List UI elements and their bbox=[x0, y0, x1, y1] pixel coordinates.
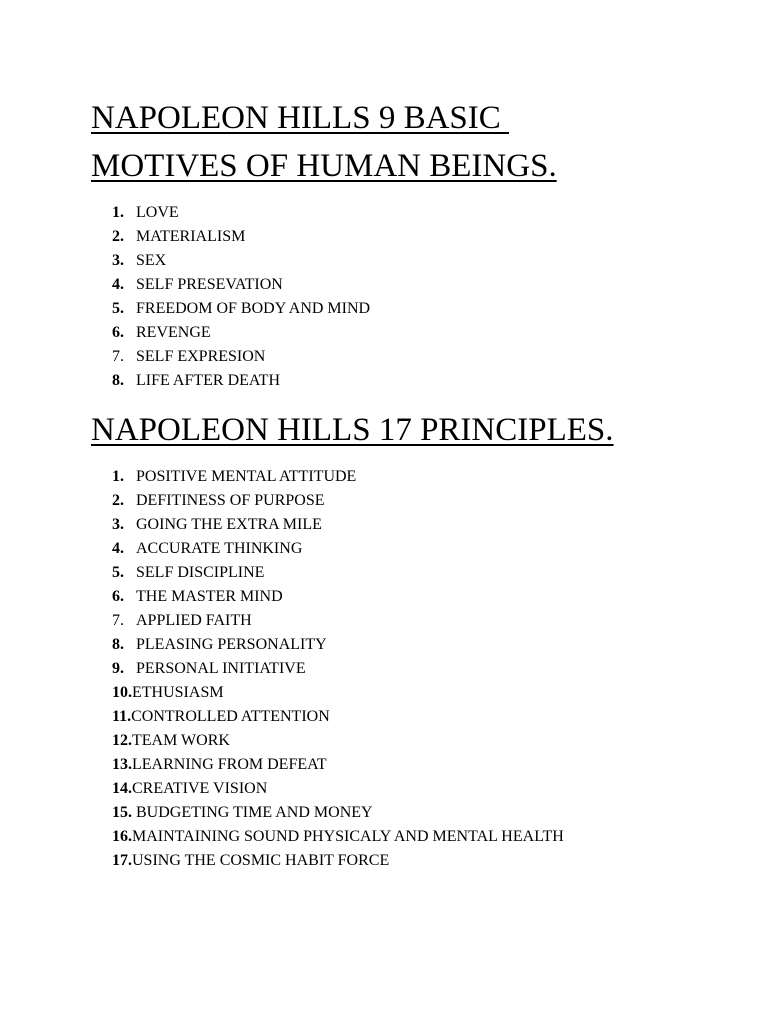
list-item bbox=[112, 801, 564, 825]
item-text: FREEDOM OF BODY AND MIND bbox=[136, 300, 371, 317]
item-number: 9. bbox=[112, 660, 124, 677]
list-item bbox=[112, 753, 564, 777]
list-item bbox=[112, 465, 564, 489]
list-item bbox=[112, 369, 370, 393]
item-number: 8. bbox=[112, 372, 124, 389]
item-number: 7. bbox=[112, 348, 124, 365]
item-number: 4. bbox=[112, 276, 124, 293]
list-item bbox=[112, 345, 370, 369]
list-item bbox=[112, 249, 370, 273]
motives-heading bbox=[91, 94, 557, 190]
item-number: 5. bbox=[112, 564, 124, 581]
item-number: 3. bbox=[112, 516, 124, 533]
list-item bbox=[112, 273, 370, 297]
item-text: SELF EXPRESION bbox=[136, 348, 266, 365]
motives-heading-line1: NAPOLEON HILLS 9 BASIC bbox=[91, 100, 510, 136]
list-item bbox=[112, 657, 564, 681]
item-number: 13. bbox=[112, 756, 132, 773]
item-text: MATERIALISM bbox=[136, 228, 246, 245]
item-text: SEX bbox=[136, 252, 167, 269]
item-number: 6. bbox=[112, 324, 124, 341]
item-text: ACCURATE THINKING bbox=[136, 540, 303, 557]
item-text: POSITIVE MENTAL ATTITUDE bbox=[136, 468, 357, 485]
principles-list bbox=[112, 465, 564, 873]
item-text: SELF PRESEVATION bbox=[136, 276, 283, 293]
item-number: 15. bbox=[112, 804, 132, 821]
item-text: LIFE AFTER DEATH bbox=[136, 372, 280, 389]
list-item bbox=[112, 321, 370, 345]
list-item bbox=[112, 561, 564, 585]
item-text: ETHUSIASM bbox=[132, 684, 224, 701]
item-text: CONTROLLED ATTENTION bbox=[131, 708, 330, 725]
item-number: 14. bbox=[112, 780, 132, 797]
item-number: 8. bbox=[112, 636, 124, 653]
item-text: SELF DISCIPLINE bbox=[136, 564, 265, 581]
item-number: 5. bbox=[112, 300, 124, 317]
item-number: 12. bbox=[112, 732, 132, 749]
list-item bbox=[112, 777, 564, 801]
list-item bbox=[112, 609, 564, 633]
list-item bbox=[112, 297, 370, 321]
principles-heading: NAPOLEON HILLS 17 PRINCIPLES. bbox=[91, 412, 614, 448]
list-item bbox=[112, 825, 564, 849]
item-number: 7. bbox=[112, 612, 124, 629]
item-number: 2. bbox=[112, 228, 124, 245]
item-text: CREATIVE VISION bbox=[132, 780, 268, 797]
list-item bbox=[112, 849, 564, 873]
item-text: LOVE bbox=[136, 204, 179, 221]
item-text: PERSONAL INITIATIVE bbox=[136, 660, 306, 677]
item-number: 10. bbox=[112, 684, 132, 701]
item-text: DEFITINESS OF PURPOSE bbox=[136, 492, 325, 509]
list-item bbox=[112, 681, 564, 705]
motives-list bbox=[112, 201, 370, 393]
item-number: 6. bbox=[112, 588, 124, 605]
item-text: APPLIED FAITH bbox=[136, 612, 252, 629]
item-number: 16. bbox=[112, 828, 132, 845]
item-text: USING THE COSMIC HABIT FORCE bbox=[132, 852, 390, 869]
list-item bbox=[112, 537, 564, 561]
item-number: 4. bbox=[112, 540, 124, 557]
item-text: REVENGE bbox=[136, 324, 211, 341]
list-item bbox=[112, 705, 564, 729]
list-item bbox=[112, 225, 370, 249]
item-text: GOING THE EXTRA MILE bbox=[136, 516, 322, 533]
motives-heading-line2: MOTIVES OF HUMAN BEINGS. bbox=[91, 148, 557, 184]
list-item bbox=[112, 585, 564, 609]
item-number: 11. bbox=[112, 708, 132, 725]
item-number: 1. bbox=[112, 204, 124, 221]
list-item bbox=[112, 729, 564, 753]
list-item bbox=[112, 489, 564, 513]
list-item bbox=[112, 513, 564, 537]
list-item bbox=[112, 633, 564, 657]
item-text: MAINTAINING SOUND PHYSICALY AND MENTAL HEALTH bbox=[132, 828, 564, 845]
item-number: 1. bbox=[112, 468, 124, 485]
item-number: 3. bbox=[112, 252, 124, 269]
item-number: 2. bbox=[112, 492, 124, 509]
item-text: LEARNING FROM DEFEAT bbox=[132, 756, 327, 773]
item-text: TEAM WORK bbox=[132, 732, 230, 749]
item-number: 17. bbox=[112, 852, 132, 869]
list-item bbox=[112, 201, 370, 225]
item-text: PLEASING PERSONALITY bbox=[136, 636, 327, 653]
item-text: BUDGETING TIME AND MONEY bbox=[132, 804, 373, 821]
item-text: THE MASTER MIND bbox=[136, 588, 283, 605]
